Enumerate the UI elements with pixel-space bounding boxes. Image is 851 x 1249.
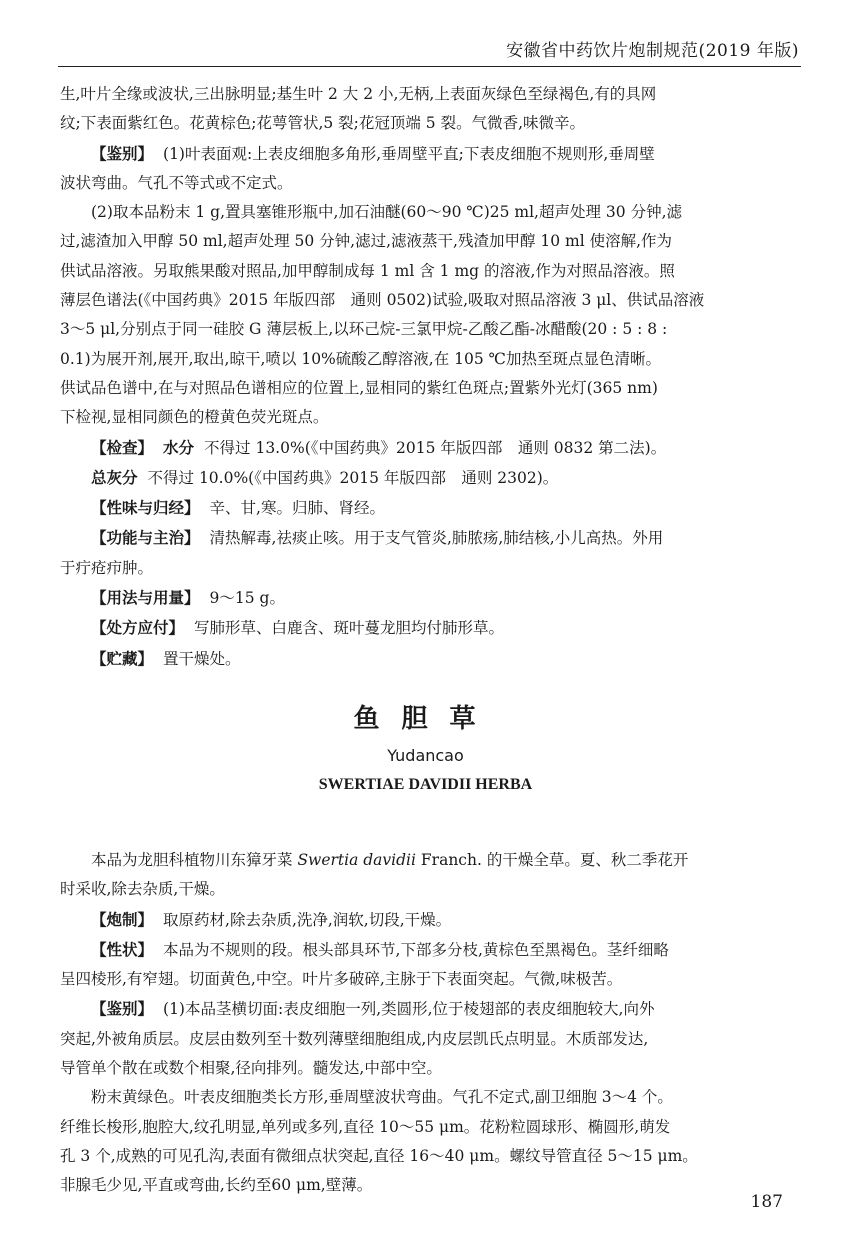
book-title: 安徽省中药饮片炮制规范(2019 年版) [506, 41, 799, 61]
identify2-line: 0.1)为展开剂,展开,取出,晾干,喷以 10%硫酸乙醇溶液,在 105 ℃加热至斑点显色清晰。 [60, 349, 661, 368]
powder-line: 孔 3 个,成熟的可见孔沟,表面有微细点状突起,直径 16～40 μm。螺纹导管直径 5～15 μm。 [60, 1146, 698, 1165]
identify-line [60, 139, 800, 169]
entry-title-chinese: 鱼胆草 [353, 704, 498, 734]
identify-text: (1)本品茎横切面:表皮细胞一列,类圆形,位于棱翅部的表皮细胞较大,向外 [163, 1000, 655, 1019]
page-number: 187 [750, 1192, 783, 1212]
char-tag: 【性状】 [91, 939, 154, 959]
entry-title-pinyin: Yudancao [387, 746, 464, 765]
nature-text: 辛、甘,寒。归肺、肾经。 [209, 499, 385, 518]
nature-tag: 【性味与归经】 [91, 498, 200, 518]
identify2-line: 下检视,显相同颜色的橙黄色荧光斑点。 [60, 408, 329, 427]
char-line [60, 935, 800, 965]
intro-line: 时采收,除去杂质,干燥。 [60, 880, 225, 899]
rx-text: 写肺形草、白鹿含、斑叶蔓龙胆均付肺形草。 [194, 619, 505, 638]
storage-line [60, 644, 800, 674]
desc-line: 生,叶片全缘或波状,三出脉明显;基生叶 2 大 2 小,无柄,上表面灰绿色至绿褐色,有的具网 [60, 85, 657, 103]
process-text: 取原药材,除去杂质,洗净,润软,切段,干燥。 [163, 910, 452, 929]
species-name: Swertia davidii [297, 851, 416, 869]
intro-text-b: Franch. 的干燥全草。夏、秋二季花开 [415, 851, 689, 869]
identify-line: 波状弯曲。气孔不等式或不定式。 [60, 173, 293, 192]
usage-line [60, 583, 800, 613]
process-line [60, 905, 800, 935]
rx-tag: 【处方应付】 [91, 618, 185, 638]
check-line [60, 433, 800, 463]
identify-line: 突起,外被角质层。皮层由数列至十数列薄壁细胞组成,内皮层凯氏点明显。木质部发达, [60, 1029, 649, 1048]
identify2-line: 薄层色谱法(《中国药典》2015 年版四部 通则 0502)试验,吸取对照品溶液 3 μl、供试品溶液 [60, 291, 705, 310]
powder-line: 纤维长梭形,胞腔大,纹孔明显,单列或多列,直径 10～55 μm。花粉粒圆球形、椭圆形,萌发 [60, 1117, 671, 1136]
nature-line [60, 493, 800, 523]
intro-text-a: 本品为龙胆科植物川东獐牙菜 [91, 851, 298, 869]
char-line: 呈四棱形,有窄翅。切面黄色,中空。叶片多破碎,主脉于下表面突起。气微,味极苦。 [60, 970, 623, 989]
header-rule [58, 66, 801, 67]
identify2-line: 3～5 μl,分别点于同一硅胶 G 薄层板上,以环己烷-三氯甲烷-乙酸乙酯-冰醋酸(20 : 5 : 8 : [60, 320, 668, 339]
identify-line: 导管单个散在或数个相聚,径向排列。髓发达,中部中空。 [60, 1059, 442, 1078]
usage-text: 9～15 g。 [209, 589, 285, 608]
storage-text: 置干燥处。 [163, 649, 241, 668]
identify-text: (1)叶表面观:上表皮细胞多角形,垂周壁平直;下表皮细胞不规则形,垂周壁 [163, 144, 655, 163]
char-text: 本品为不规则的段。根头部具环节,下部多分枝,黄棕色至黑褐色。茎纤细略 [163, 940, 669, 959]
identify-line [60, 994, 800, 1024]
usage-tag: 【用法与用量】 [91, 588, 200, 608]
running-header [0, 36, 851, 68]
intro-line [60, 846, 800, 875]
process-tag: 【炮制】 [91, 909, 154, 929]
function-tag: 【功能与主治】 [91, 528, 200, 548]
identify2-line: 过,滤渣加入甲醇 50 ml,超声处理 50 分钟,滤过,滤液蒸干,残渣加甲醇 10 ml 使溶解,作为 [60, 232, 673, 251]
powder-line: 粉末黄绿色。叶表皮细胞类长方形,垂周壁波状弯曲。气孔不定式,副卫细胞 3～4 个。 [91, 1088, 673, 1107]
entry-body [60, 846, 800, 1201]
check-tag: 【检查】 [91, 437, 154, 457]
storage-tag: 【贮藏】 [91, 648, 154, 668]
identify2-line: 供试品溶液。另取熊果酸对照品,加甲醇制成每 1 ml 含 1 mg 的溶液,作为对照品溶液。照 [60, 261, 675, 280]
identify-tag: 【鉴别】 [91, 999, 154, 1019]
water-label: 水分 [163, 437, 195, 457]
rx-line [60, 613, 800, 643]
identify2-line: (2)取本品粉末 1 g,置具塞锥形瓶中,加石油醚(60～90 ℃)25 ml,超声处理 30 分钟,滤 [91, 203, 682, 222]
desc-line: 纹;下表面紫红色。花黄棕色;花萼管状,5 裂;花冠顶端 5 裂。气微香,味微辛。 [60, 114, 586, 133]
function-line: 于疔疮疖肿。 [60, 558, 154, 577]
ash-text: 不得过 10.0%(《中国药典》2015 年版四部 通则 2302)。 [147, 468, 559, 487]
water-text: 不得过 13.0%(《中国药典》2015 年版四部 通则 0832 第二法)。 [204, 438, 667, 457]
previous-entry-body [60, 80, 800, 674]
ash-line [60, 463, 800, 493]
function-text: 清热解毒,祛痰止咳。用于支气管炎,肺脓疡,肺结核,小儿高热。外用 [209, 529, 664, 548]
entry-title-latin: SWERTIAE DAVIDII HERBA [318, 776, 533, 793]
powder-line: 非腺毛少见,平直或弯曲,长约至60 μm,壁薄。 [60, 1176, 373, 1195]
function-line [60, 523, 800, 553]
identify-tag: 【鉴别】 [91, 143, 154, 163]
identify2-line: 供试品色谱中,在与对照品色谱相应的位置上,显相同的紫红色斑点;置紫外光灯(365 nm) [60, 378, 658, 397]
ash-label: 总灰分 [91, 467, 138, 487]
